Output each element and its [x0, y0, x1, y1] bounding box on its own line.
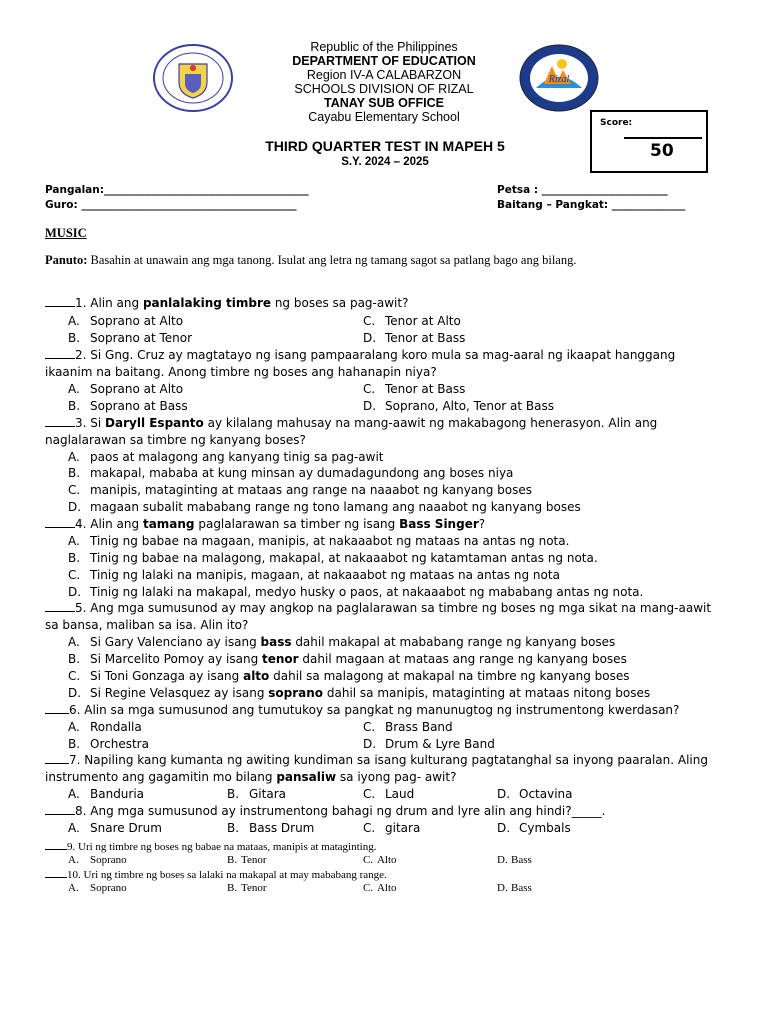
q7-option-c[interactable]: C. Laud — [363, 787, 415, 801]
q2-option-d[interactable]: D. Soprano, Alto, Tenor at Bass — [363, 399, 554, 413]
q8-option-a[interactable]: A. Snare Drum — [68, 821, 162, 835]
instructions-label: Panuto: — [45, 253, 88, 267]
q2-option-a[interactable]: A. Soprano at Alto — [68, 382, 184, 396]
question-2: 2. Si Gng. Cruz ay magtatayo ng isang pampaaralang koro mula sa mag-aaral ng ikaapat hanggang ikaanim na baitang. Anong timbre ng boses ang hahanapin niya? — [45, 348, 676, 379]
q3-option-c[interactable]: C. manipis, mataginting at mataas ang range na naaabot ng kanyang boses — [68, 483, 533, 497]
q1-option-a[interactable]: A. Soprano at Alto — [68, 314, 184, 328]
score-underline — [624, 137, 702, 139]
q5-option-d[interactable]: D. Si Regine Velasquez ay isang soprano dahil sa manipis, mataginting at mataas nitong boses — [68, 686, 651, 700]
q7-option-d[interactable]: D. Octavina — [497, 787, 573, 801]
region-line: Region IV-A CALABARZON — [306, 68, 462, 82]
answer-blank-7[interactable] — [45, 752, 69, 764]
instructions — [45, 253, 710, 268]
department-line: DEPARTMENT OF EDUCATION — [292, 54, 476, 68]
answer-blank-5[interactable] — [45, 600, 75, 612]
q5-option-c[interactable]: C. Si Toni Gonzaga ay isang alto dahil sa malagong at makapal na timbre ng kanyang boses — [68, 669, 630, 683]
q4-option-c[interactable]: C. Tinig ng lalaki na manipis, magaan, at nakaaabot ng mataas na antas ng nota — [68, 568, 560, 582]
answer-blank-8[interactable] — [45, 803, 75, 815]
school-line: Cayabu Elementary School — [308, 110, 460, 124]
petsa-field[interactable]: Petsa : ________________________ — [497, 184, 668, 196]
question-10: 10. Uri ng timbre ng boses sa lalaki na makapal at may mababang range. — [45, 866, 387, 883]
question-6: 6. Alin sa mga sumusunod ang tumutukoy sa pangkat ng manunugtog ng instrumentong kwerdasan? — [45, 702, 679, 718]
answer-blank-1[interactable] — [45, 295, 75, 307]
question-9: 9. Uri ng timbre ng boses ng babae na mataas, manipis at mataginting. — [45, 838, 376, 855]
q2-option-b[interactable]: B. Soprano at Bass — [68, 399, 188, 413]
answer-blank-2[interactable] — [45, 347, 75, 359]
score-total: 50 — [650, 141, 674, 161]
q9-option-b[interactable]: B. Tenor — [227, 854, 267, 866]
question-7: 7. Napiling kang kumanta ng awiting kundiman sa isang kulturang pagtatanghal sa inyong paaralan. Aling instrumento ang gagamitin mo bilang pansaliw sa iyong pag- awit? — [45, 753, 708, 784]
q6-option-b[interactable]: B. Orchestra — [68, 737, 149, 751]
test-title: THIRD QUARTER TEST IN MAPEH 5 — [265, 138, 505, 154]
deped-seal-logo — [152, 44, 234, 112]
answer-blank-3[interactable] — [45, 415, 75, 427]
school-year: S.Y. 2024 – 2025 — [341, 156, 429, 168]
republic-line: Republic of the Philippines — [310, 40, 458, 54]
q5-option-a[interactable]: A. Si Gary Valenciano ay isang bass dahil makapal at mababang range ng kanyang boses — [68, 635, 616, 649]
q2-option-c[interactable]: C. Tenor at Bass — [363, 382, 466, 396]
q1-option-c[interactable]: C. Tenor at Alto — [363, 314, 461, 328]
section-music: MUSIC — [45, 226, 87, 240]
q10-option-d[interactable]: D. Bass — [497, 882, 532, 894]
q5-option-b[interactable]: B. Si Marcelito Pomoy ay isang tenor dahil magaan at mataas ang range ng kanyang boses — [68, 652, 627, 666]
answer-blank-4[interactable] — [45, 516, 75, 528]
instructions-text: Basahin at unawain ang mga tanong. Isulat ang letra ng tamang sagot sa patlang bago ang bilang. — [90, 253, 577, 267]
answer-blank-6[interactable] — [45, 702, 69, 714]
q8-option-c[interactable]: C. gitara — [363, 821, 421, 835]
score-box — [590, 110, 708, 173]
q9-option-a[interactable]: A. Soprano — [68, 854, 127, 866]
q6-option-d[interactable]: D. Drum & Lyre Band — [363, 737, 495, 751]
baitang-field[interactable]: Baitang – Pangkat: ______________ — [497, 199, 686, 211]
q3-option-a[interactable]: A. paos at malagong ang kanyang tinig sa pag-awit — [68, 450, 384, 464]
pangalan-field[interactable]: Pangalan:_______________________________________ — [45, 184, 309, 196]
q10-option-b[interactable]: B. Tenor — [227, 882, 267, 894]
header-block — [234, 40, 534, 124]
q1-option-b[interactable]: B. Soprano at Tenor — [68, 331, 193, 345]
q9-option-d[interactable]: D. Bass — [497, 854, 532, 866]
answer-blank-10[interactable] — [45, 866, 67, 878]
q10-option-a[interactable]: A. Soprano — [68, 882, 127, 894]
q7-option-b[interactable]: B. Gitara — [227, 787, 286, 801]
q3-option-d[interactable]: D. magaan subalit mababang range ng tono lamang ang naaabot ng kanyang boses — [68, 500, 581, 514]
sub-office-line: TANAY SUB OFFICE — [324, 96, 444, 110]
question-3: 3. Si Daryll Espanto ay kilalang mahusay na mang-aawit ng makabagong henerasyon. Alin ang naglalarawan sa timbre ng kanyang boses? — [45, 416, 658, 447]
q4-option-a[interactable]: A. Tinig ng babae na magaan, manipis, at nakaaabot ng mataas na antas ng nota. — [68, 534, 570, 548]
question-1: 1. Alin ang panlalaking timbre ng boses sa pag-awit? — [45, 295, 408, 311]
q10-option-c[interactable]: C. Alto — [363, 882, 397, 894]
q7-option-a[interactable]: A. Banduria — [68, 787, 145, 801]
q3-option-b[interactable]: B. makapal, mababa at kung minsan ay dumadagundong ang boses niya — [68, 466, 514, 480]
score-label: Score: — [600, 118, 633, 128]
q6-option-a[interactable]: A. Rondalla — [68, 720, 142, 734]
guro-field[interactable]: Guro: _________________________________________ — [45, 199, 297, 211]
question-5: 5. Ang mga sumusunod ay may angkop na paglalarawan sa timbre ng boses ng mga sikat na mang-aawit sa bansa, maliban sa isa. Alin ito? — [45, 601, 712, 632]
q8-option-d[interactable]: D. Cymbals — [497, 821, 571, 835]
q6-option-c[interactable]: C. Brass Band — [363, 720, 453, 734]
division-line: SCHOOLS DIVISION OF RIZAL — [294, 82, 474, 96]
question-8: 8. Ang mga sumusunod ay instrumentong bahagi ng drum and lyre alin ang hindi?_____. — [45, 803, 605, 819]
q9-option-c[interactable]: C. Alto — [363, 854, 397, 866]
q8-option-b[interactable]: B. Bass Drum — [227, 821, 315, 835]
q4-option-d[interactable]: D. Tinig ng lalaki na makapal, medyo husky o paos, at nakaaabot ng mababang antas ng nota. — [68, 585, 644, 599]
answer-blank-9[interactable] — [45, 838, 67, 850]
q1-option-d[interactable]: D. Tenor at Bass — [363, 331, 466, 345]
svg-text:Rizal: Rizal — [548, 74, 570, 85]
q4-option-b[interactable]: B. Tinig ng babae na malagong, makapal, at nakaaabot ng katamtaman antas ng nota. — [68, 551, 598, 565]
question-4: 4. Alin ang tamang paglalarawan sa timber ng isang Bass Singer? — [45, 516, 485, 532]
